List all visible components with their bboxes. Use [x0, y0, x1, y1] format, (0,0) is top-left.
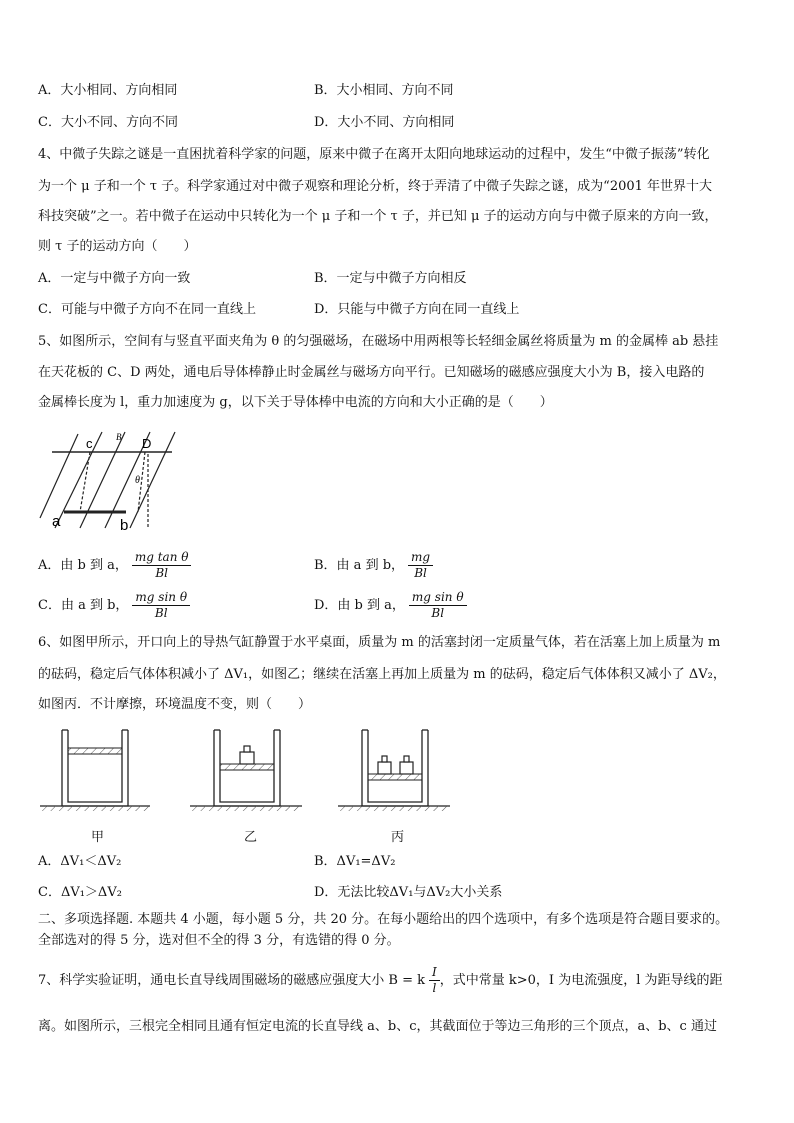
- q6-option-a: A．ΔV₁＜ΔV₂: [38, 854, 122, 869]
- q5-option-b-label: B．由 a 到 b，: [314, 558, 405, 573]
- q5-option-c-denominator: Bl: [154, 606, 168, 620]
- q5-label-c: c: [86, 436, 93, 451]
- q5-option-d: [314, 590, 467, 621]
- q7-formula-numerator: I: [429, 965, 440, 981]
- q4-option-b: B．一定与中微子方向相反: [314, 271, 467, 286]
- q6-option-b: B．ΔV₁=ΔV₂: [314, 854, 396, 869]
- q5-label-B: B: [116, 432, 122, 442]
- q6-caption-jia: 甲: [91, 830, 105, 845]
- section2-line-1: 二、多项选择题. 本题共 4 小题，每小题 5 分，共 20 分。在每小题给出的四个选项中，有多个选项是符合题目要求的。: [38, 912, 729, 927]
- q5-option-c: [38, 590, 190, 621]
- q5-label-b: b: [120, 517, 129, 534]
- q4-line-3: 科技突破”之一。若中微子在运动中只转化为一个 μ 子和一个 τ 子，并已知 μ 子的运动方向与中微子原来的方向一致，: [38, 209, 718, 224]
- q6-cylinder-yi: [190, 728, 302, 812]
- q5-option-a-denominator: Bl: [155, 566, 168, 580]
- q5-label-a: a: [52, 513, 61, 530]
- q7-formula-fraction: [429, 965, 440, 996]
- q5-line-2: 在天花板的 C、D 两处，通电后导体棒静止时金属丝与磁场方向平行。已知磁场的磁感应强度大小为 B，接入电路的: [38, 365, 705, 380]
- q4-option-a: A．一定与中微子方向一致: [38, 271, 191, 286]
- q7-text-pre: 7、科学实验证明，通电长直导线周围磁场的磁感应强度大小 B = k: [38, 973, 425, 988]
- q3-option-d: D．大小不同、方向相同: [314, 115, 455, 130]
- q5-option-a-fraction: [132, 550, 192, 581]
- q5-option-d-fraction: [409, 590, 467, 621]
- q6-option-d: D．无法比较ΔV₁与ΔV₂大小关系: [314, 885, 503, 900]
- q6-caption-bing: 丙: [391, 830, 405, 845]
- q6-line-3: 如图丙．不计摩擦，环境温度不变，则（ ）: [38, 697, 312, 712]
- section2-line-2: 全部选对的得 5 分，选对但不全的得 3 分，有选错的得 0 分。: [38, 933, 400, 948]
- q5-option-c-numerator: mg sin θ: [132, 590, 190, 606]
- q5-figure: [40, 428, 190, 536]
- q5-option-a-numerator: mg tan θ: [132, 550, 192, 566]
- q4-option-c: C．可能与中微子方向不在同一直线上: [38, 302, 256, 317]
- q3-option-b: B．大小相同、方向不同: [314, 83, 454, 98]
- q5-option-d-label: D．由 b 到 a，: [314, 598, 405, 613]
- q7-line-1: [38, 965, 722, 997]
- q3-option-c: C．大小不同、方向不同: [38, 115, 178, 130]
- q7-line-2: 离。如图所示，三根完全相同且通有恒定电流的长直导线 a、b、c，其截面位于等边三角形的三个顶点，a、b、c 通过: [38, 1019, 717, 1034]
- q6-option-c: C．ΔV₁＞ΔV₂: [38, 885, 122, 900]
- q5-option-b: [314, 550, 433, 581]
- q5-option-b-denominator: Bl: [414, 566, 427, 580]
- q5-option-b-numerator: mg: [408, 550, 433, 566]
- q5-option-d-denominator: Bl: [431, 606, 445, 620]
- q5-option-a-label: A．由 b 到 a，: [38, 558, 128, 573]
- q5-label-D: D: [142, 436, 152, 451]
- q6-cylinder-bing: [338, 728, 450, 812]
- q6-line-2: 的砝码，稳定后气体体积减小了 ΔV₁，如图乙；继续在活塞上再加上质量为 m 的砝码，稳定后气体体积又减小了 ΔV₂，: [38, 667, 726, 682]
- q5-line-3: 金属棒长度为 l，重力加速度为 g，以下关于导体棒中电流的方向和大小正确的是（ ）: [38, 395, 553, 410]
- q6-line-1: 6、如图甲所示，开口向上的导热气缸静置于水平桌面，质量为 m 的活塞封闭一定质量气体，若在活塞上加上质量为 m: [38, 635, 721, 650]
- q4-line-2: 为一个 μ 子和一个 τ 子。科学家通过对中微子观察和理论分析，终于弄清了中微子失踪之谜，成为“2001 年世界十大: [38, 179, 713, 194]
- q3-option-a: A．大小相同、方向相同: [38, 83, 178, 98]
- q6-caption-yi: 乙: [244, 830, 258, 845]
- q4-option-d: D．只能与中微子方向在同一直线上: [314, 302, 520, 317]
- q5-line-1: 5、如图所示，空间有与竖直平面夹角为 θ 的匀强磁场，在磁场中用两根等长轻细金属丝将质量为 m 的金属棒 ab 悬挂: [38, 334, 719, 349]
- q5-option-c-label: C．由 a 到 b，: [38, 598, 129, 613]
- q7-text-post: ，式中常量 k>0，I 为电流强度，l 为距导线的距: [439, 973, 723, 988]
- q4-line-1: 4、中微子失踪之谜是一直困扰着科学家的问题，原来中微子在离开太阳向地球运动的过程中，发生“中微子振荡”转化: [38, 147, 710, 162]
- q5-option-a: [38, 550, 191, 581]
- q4-line-4: 则 τ 子的运动方向（ ）: [38, 239, 197, 254]
- q6-cylinder-jia: [40, 728, 150, 812]
- q7-formula-denominator: l: [432, 981, 437, 995]
- q5-option-d-numerator: mg sin θ: [409, 590, 467, 606]
- q5-option-c-fraction: [132, 590, 190, 621]
- q5-option-b-fraction: [408, 550, 433, 581]
- q5-label-theta: θ: [135, 475, 140, 486]
